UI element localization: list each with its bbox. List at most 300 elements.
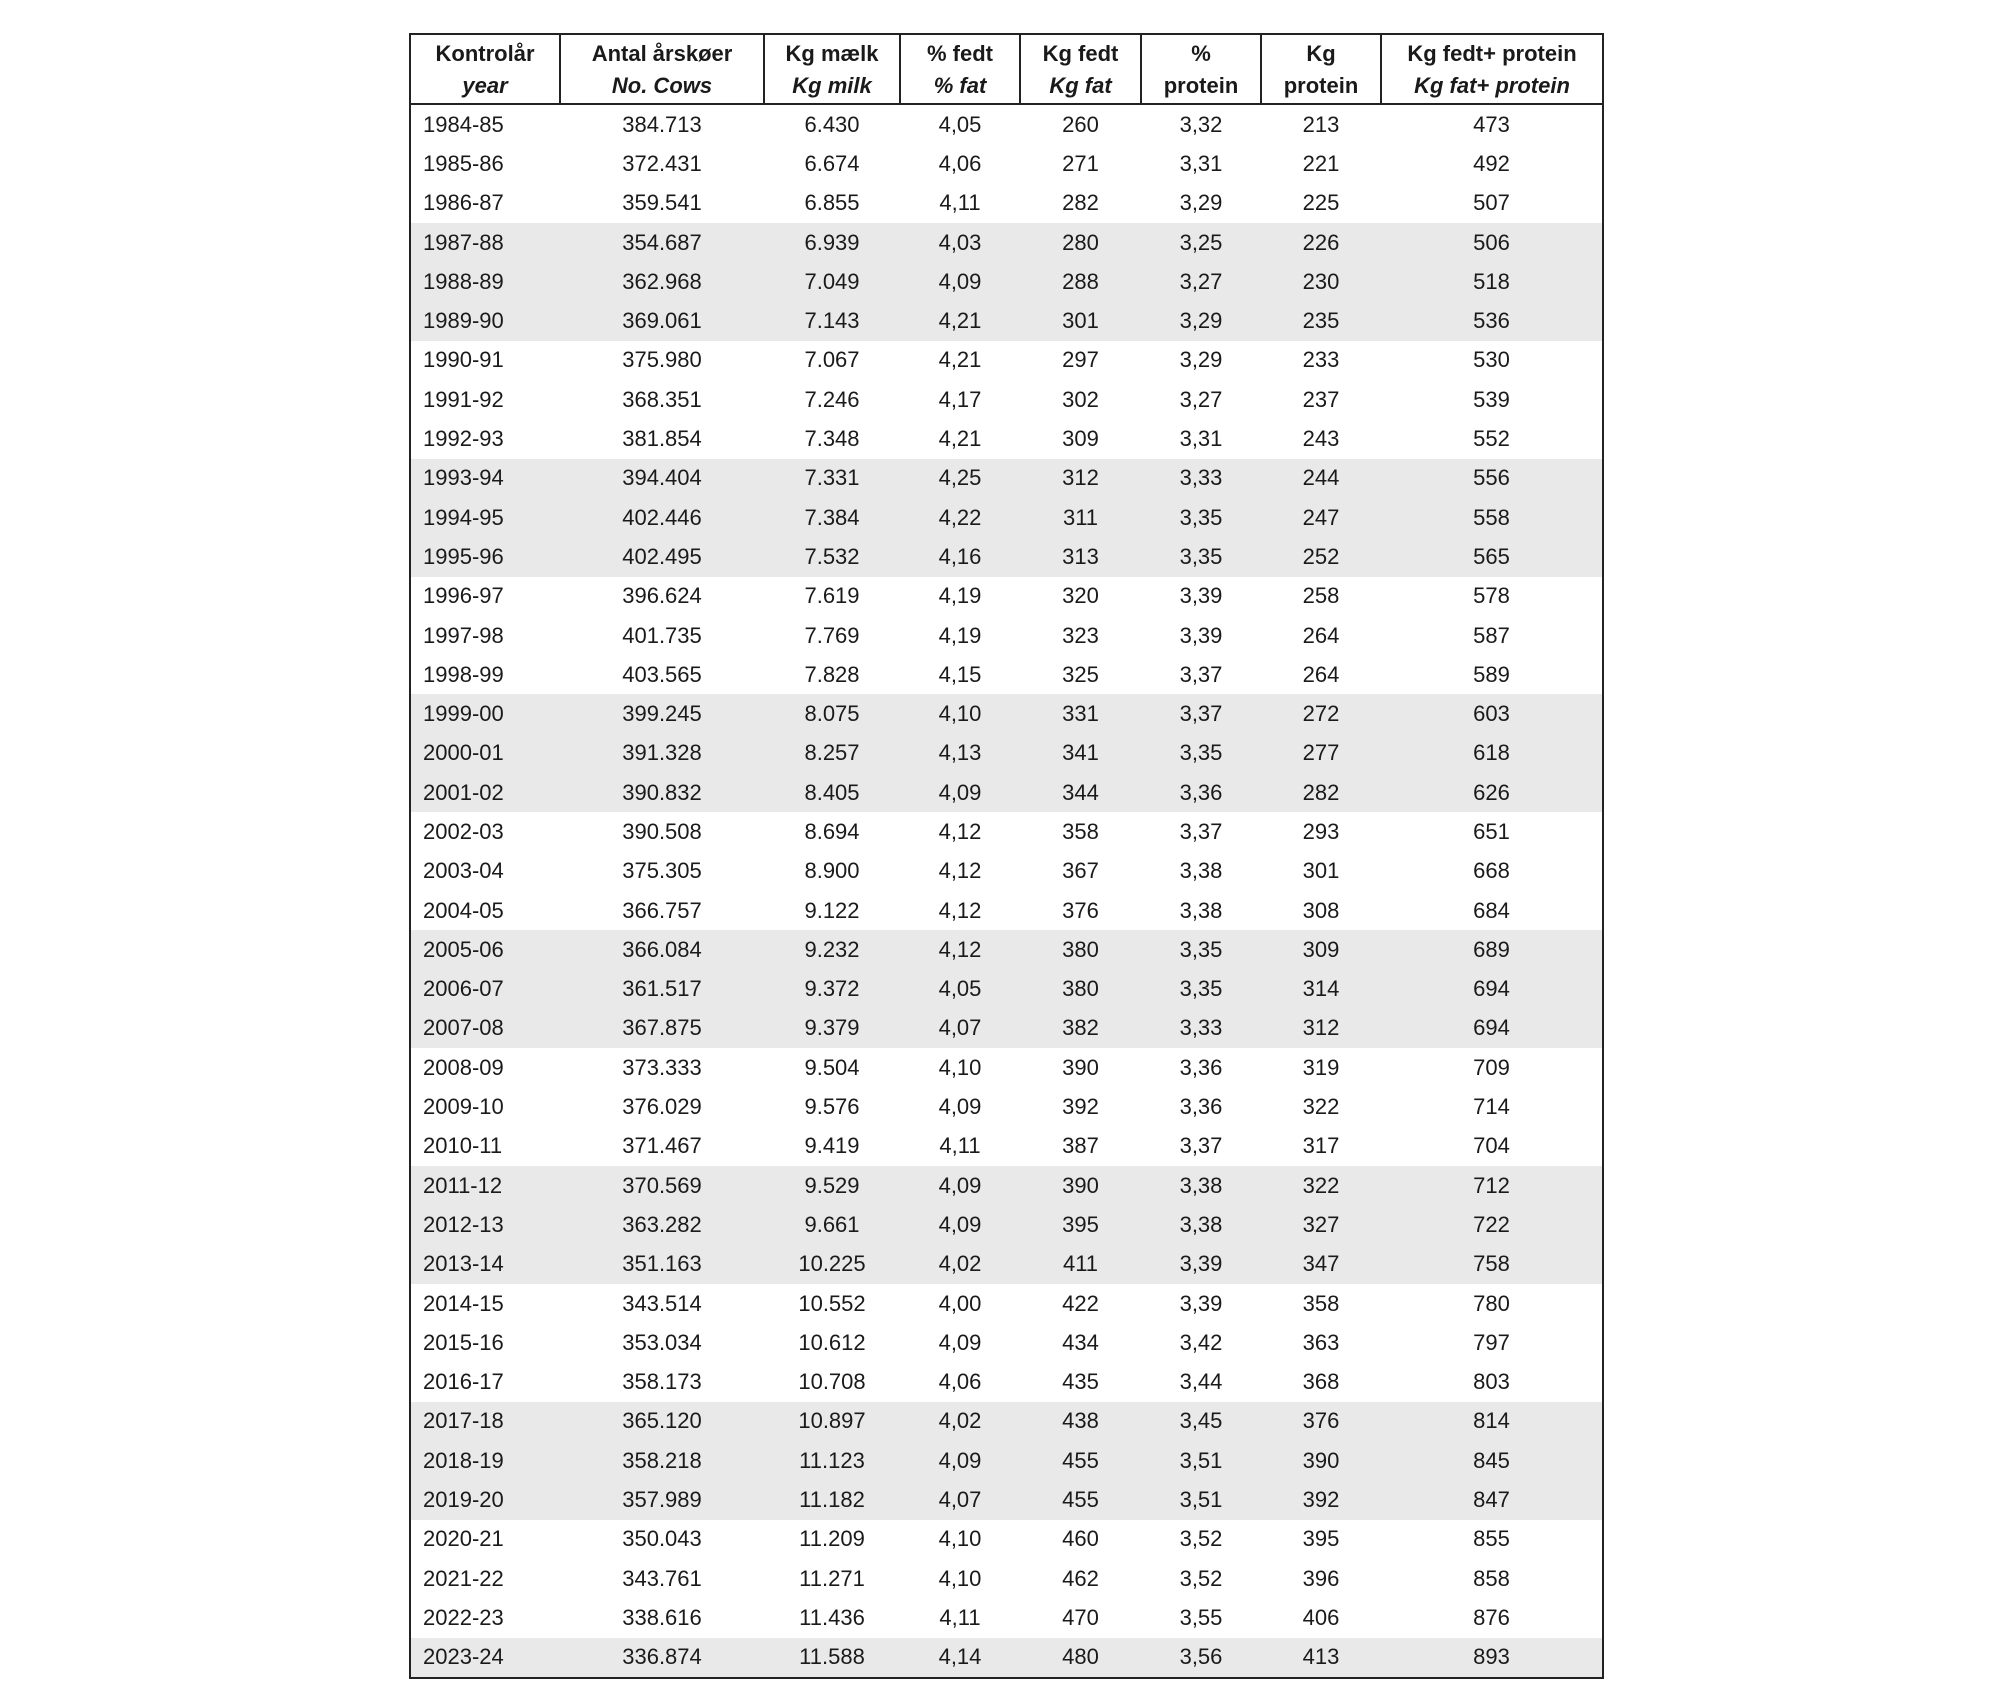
cell-protein-kg: 368 [1302, 1369, 1340, 1395]
header-fat-protein-kg: Kg fedt+ protein Kg fat+ protein [1381, 34, 1603, 104]
cell-protein-pct: 3,38 [1179, 858, 1223, 884]
cell-milk: 7.143 [764, 301, 900, 340]
table-row [410, 1245, 1603, 1284]
table-row [410, 341, 1603, 380]
cell-fat-pct: 4,15 [938, 661, 982, 687]
cell-fat-kg: 380 [1020, 930, 1141, 969]
cell-fat-pct: 4,12 [900, 930, 1020, 969]
cell-fat-pct: 4,10 [938, 1526, 982, 1552]
cell-protein-pct: 3,39 [1179, 622, 1223, 648]
cell-fat-protein-kg: 587 [1473, 622, 1510, 648]
cell-milk: 7.067 [804, 347, 860, 373]
cell-cows: 372.431 [622, 150, 702, 176]
cell-fat-kg: 260 [1062, 111, 1099, 137]
cell-fat-kg: 297 [1062, 347, 1099, 373]
cell-fat-kg: 271 [1062, 150, 1099, 176]
cell-year: 2011-12 [410, 1166, 560, 1205]
cell-cows: 369.061 [560, 301, 764, 340]
cell-protein-pct: 3,31 [1179, 426, 1223, 452]
cell-year: 2018-19 [410, 1441, 560, 1480]
cell-year: 2012-13 [410, 1205, 560, 1244]
cell-protein-kg: 272 [1261, 694, 1381, 733]
cell-cows: 371.467 [622, 1133, 702, 1159]
cell-milk: 7.246 [804, 386, 860, 412]
cell-fat-pct: 4,10 [938, 1565, 982, 1591]
cell-year: 1985-86 [423, 150, 504, 176]
cell-cows: 365.120 [560, 1402, 764, 1441]
cell-year: 2021-22 [423, 1565, 504, 1591]
header-fat-pct: % fedt % fat [900, 34, 1020, 104]
cell-protein-kg: 277 [1261, 734, 1381, 773]
cell-protein-pct: 3,25 [1141, 223, 1261, 262]
cell-milk: 9.232 [764, 930, 900, 969]
cell-year: 2005-06 [410, 930, 560, 969]
cell-year: 2000-01 [410, 734, 560, 773]
cell-year: 2006-07 [410, 970, 560, 1009]
cell-fat-pct: 4,09 [900, 1441, 1020, 1480]
cell-protein-kg: 395 [1302, 1526, 1340, 1552]
cell-cows: 390.832 [560, 773, 764, 812]
cell-fat-protein-kg: 709 [1473, 1054, 1510, 1080]
cell-year: 2014-15 [423, 1290, 504, 1316]
cell-fat-pct: 4,11 [939, 1604, 981, 1630]
cell-protein-kg: 225 [1302, 190, 1340, 216]
cell-year: 1990-91 [423, 347, 504, 373]
cell-fat-protein-kg: 814 [1381, 1402, 1603, 1441]
cell-fat-pct: 4,21 [938, 426, 982, 452]
cell-fat-kg: 313 [1020, 537, 1141, 576]
cell-cows: 403.565 [622, 661, 702, 687]
table-row [410, 498, 1603, 537]
cell-protein-kg: 308 [1302, 897, 1340, 923]
cell-fat-pct: 4,16 [900, 537, 1020, 576]
cell-cows: 375.305 [622, 858, 702, 884]
cell-year: 1988-89 [410, 262, 560, 301]
table-row [410, 577, 1603, 616]
cell-fat-protein-kg: 492 [1473, 150, 1510, 176]
cell-fat-protein-kg: 722 [1381, 1205, 1603, 1244]
cell-fat-kg: 331 [1020, 694, 1141, 733]
cell-fat-kg: 390 [1020, 1166, 1141, 1205]
cell-fat-kg: 462 [1062, 1565, 1099, 1591]
cell-protein-kg: 244 [1261, 459, 1381, 498]
table-row [410, 1205, 1603, 1244]
cell-protein-kg: 247 [1261, 498, 1381, 537]
cell-fat-kg: 438 [1020, 1402, 1141, 1441]
cell-protein-pct: 3,35 [1141, 970, 1261, 1009]
cell-year: 1996-97 [423, 583, 504, 609]
table-row [410, 930, 1603, 969]
cell-fat-protein-kg: 847 [1381, 1480, 1603, 1519]
cell-cows: 350.043 [622, 1526, 702, 1552]
table-row [410, 694, 1603, 733]
cell-fat-protein-kg: 694 [1381, 1009, 1603, 1048]
cell-year: 2016-17 [423, 1369, 504, 1395]
cell-year: 1986-87 [423, 190, 504, 216]
cell-milk: 9.576 [804, 1094, 860, 1120]
cell-protein-pct: 3,44 [1179, 1369, 1223, 1395]
cell-milk: 11.123 [764, 1441, 900, 1480]
table-row [410, 852, 1603, 891]
cell-fat-protein-kg: 845 [1381, 1441, 1603, 1480]
cell-protein-pct: 3,37 [1179, 818, 1223, 844]
cell-fat-protein-kg: 797 [1473, 1329, 1510, 1355]
cell-fat-kg: 325 [1062, 661, 1099, 687]
cell-fat-kg: 411 [1020, 1245, 1141, 1284]
cell-fat-protein-kg: 552 [1473, 426, 1510, 452]
table-row [410, 616, 1603, 655]
cell-cows: 338.616 [622, 1604, 702, 1630]
cell-milk: 11.182 [764, 1480, 900, 1519]
cell-fat-protein-kg: 530 [1473, 347, 1510, 373]
cell-protein-pct: 3,35 [1141, 930, 1261, 969]
cell-fat-protein-kg: 858 [1473, 1565, 1510, 1591]
cell-fat-protein-kg: 689 [1381, 930, 1603, 969]
cell-protein-pct: 3,33 [1141, 459, 1261, 498]
cell-fat-pct: 4,12 [938, 897, 982, 923]
table-row [410, 459, 1603, 498]
header-protein-kg: Kg protein [1261, 34, 1381, 104]
cell-cows: 376.029 [622, 1094, 702, 1120]
table-row [410, 262, 1603, 301]
cell-milk: 9.379 [764, 1009, 900, 1048]
cell-protein-pct: 3,29 [1179, 190, 1223, 216]
cell-milk: 6.855 [804, 190, 860, 216]
cell-fat-kg: 390 [1062, 1054, 1099, 1080]
cell-protein-pct: 3,35 [1141, 537, 1261, 576]
cell-protein-kg: 312 [1261, 1009, 1381, 1048]
cell-fat-pct: 4,02 [900, 1402, 1020, 1441]
cell-protein-pct: 3,56 [1141, 1638, 1261, 1678]
cell-milk: 7.769 [804, 622, 860, 648]
cell-protein-kg: 258 [1302, 583, 1340, 609]
cell-cows: 366.084 [560, 930, 764, 969]
cell-fat-pct: 4,09 [938, 1329, 982, 1355]
cell-protein-kg: 293 [1302, 818, 1340, 844]
table-row [410, 812, 1603, 851]
cell-fat-protein-kg: 694 [1381, 970, 1603, 1009]
cell-fat-pct: 4,25 [900, 459, 1020, 498]
cell-cows: 394.404 [560, 459, 764, 498]
cell-fat-kg: 382 [1020, 1009, 1141, 1048]
table-row [410, 301, 1603, 340]
cell-fat-kg: 434 [1062, 1329, 1099, 1355]
cell-milk: 9.661 [764, 1205, 900, 1244]
cell-cows: 363.282 [560, 1205, 764, 1244]
cell-year: 2008-09 [423, 1054, 504, 1080]
cell-fat-protein-kg: 684 [1473, 897, 1510, 923]
table-row [410, 1363, 1603, 1402]
cell-protein-pct: 3,36 [1179, 1094, 1223, 1120]
cell-protein-kg: 213 [1302, 111, 1340, 137]
cell-year: 1997-98 [423, 622, 504, 648]
cell-cows: 343.761 [622, 1565, 702, 1591]
cell-fat-protein-kg: 704 [1473, 1133, 1510, 1159]
cell-year: 2017-18 [410, 1402, 560, 1441]
cell-fat-kg: 395 [1020, 1205, 1141, 1244]
cell-fat-protein-kg: 536 [1381, 301, 1603, 340]
cell-protein-kg: 322 [1261, 1166, 1381, 1205]
cell-fat-kg: 344 [1020, 773, 1141, 812]
cell-protein-pct: 3,29 [1141, 301, 1261, 340]
cell-cows: 367.875 [560, 1009, 764, 1048]
cell-year: 1991-92 [423, 386, 504, 412]
cell-fat-protein-kg: 626 [1381, 773, 1603, 812]
cell-milk: 9.529 [764, 1166, 900, 1205]
cell-fat-pct: 4,10 [900, 694, 1020, 733]
cell-milk: 8.257 [764, 734, 900, 773]
cell-protein-kg: 252 [1261, 537, 1381, 576]
cell-protein-kg: 376 [1261, 1402, 1381, 1441]
table-row [410, 1048, 1603, 1087]
cell-milk: 7.348 [804, 426, 860, 452]
table-row [410, 1638, 1603, 1678]
cell-fat-protein-kg: 668 [1473, 858, 1510, 884]
cell-cows: 343.514 [622, 1290, 702, 1316]
cell-cows: 359.541 [622, 190, 702, 216]
cell-fat-pct: 4,17 [938, 386, 982, 412]
cell-fat-pct: 4,07 [900, 1480, 1020, 1519]
cell-milk: 10.552 [798, 1290, 866, 1316]
cell-milk: 11.271 [799, 1565, 865, 1591]
cell-fat-pct: 4,09 [900, 1205, 1020, 1244]
milk-yield-table [409, 33, 1604, 1679]
cell-fat-pct: 4,12 [938, 818, 982, 844]
table-row [410, 1323, 1603, 1362]
cell-fat-protein-kg: 518 [1381, 262, 1603, 301]
cell-year: 2019-20 [410, 1480, 560, 1519]
cell-protein-pct: 3,37 [1179, 661, 1223, 687]
cell-protein-kg: 317 [1302, 1133, 1340, 1159]
cell-protein-pct: 3,42 [1179, 1329, 1223, 1355]
cell-fat-kg: 480 [1020, 1638, 1141, 1678]
cell-protein-kg: 390 [1261, 1441, 1381, 1480]
cell-cows: 396.624 [622, 583, 702, 609]
cell-protein-kg: 319 [1302, 1054, 1340, 1080]
cell-fat-pct: 4,11 [939, 190, 981, 216]
cell-milk: 8.405 [764, 773, 900, 812]
cell-year: 1987-88 [410, 223, 560, 262]
cell-protein-kg: 396 [1302, 1565, 1340, 1591]
cell-fat-pct: 4,22 [900, 498, 1020, 537]
cell-year: 1993-94 [410, 459, 560, 498]
cell-milk: 8.694 [804, 818, 860, 844]
cell-fat-protein-kg: 758 [1381, 1245, 1603, 1284]
cell-milk: 9.372 [764, 970, 900, 1009]
cell-milk: 9.122 [804, 897, 860, 923]
cell-year: 1989-90 [410, 301, 560, 340]
cell-protein-pct: 3,51 [1141, 1441, 1261, 1480]
cell-protein-kg: 406 [1302, 1604, 1340, 1630]
cell-protein-kg: 243 [1302, 426, 1340, 452]
cell-milk: 7.049 [764, 262, 900, 301]
header-year: Kontrolår year [410, 34, 560, 104]
cell-protein-kg: 235 [1261, 301, 1381, 340]
cell-cows: 351.163 [560, 1245, 764, 1284]
cell-fat-kg: 380 [1020, 970, 1141, 1009]
cell-protein-kg: 363 [1302, 1329, 1340, 1355]
cell-cows: 390.508 [622, 818, 702, 844]
cell-year: 1995-96 [410, 537, 560, 576]
cell-cows: 370.569 [560, 1166, 764, 1205]
table-row [410, 891, 1603, 930]
cell-milk: 11.436 [799, 1604, 865, 1630]
cell-fat-protein-kg: 855 [1473, 1526, 1510, 1552]
cell-milk: 11.209 [799, 1526, 865, 1552]
cell-protein-pct: 3,38 [1179, 897, 1223, 923]
cell-milk: 11.588 [764, 1638, 900, 1678]
cell-fat-protein-kg: 651 [1473, 818, 1510, 844]
cell-year: 1999-00 [410, 694, 560, 733]
cell-fat-pct: 4,11 [939, 1133, 981, 1159]
cell-milk: 10.897 [764, 1402, 900, 1441]
table-row [410, 1284, 1603, 1323]
cell-year: 2020-21 [423, 1526, 504, 1552]
table-row [410, 1087, 1603, 1126]
cell-year: 2002-03 [423, 818, 504, 844]
table-header-row [410, 34, 1603, 104]
cell-year: 1984-85 [423, 111, 504, 137]
cell-cows: 336.874 [560, 1638, 764, 1678]
cell-milk: 7.619 [804, 583, 860, 609]
table-row [410, 1441, 1603, 1480]
cell-fat-kg: 280 [1020, 223, 1141, 262]
cell-fat-pct: 4,21 [900, 301, 1020, 340]
cell-protein-pct: 3,32 [1179, 111, 1223, 137]
cell-fat-kg: 320 [1062, 583, 1099, 609]
cell-year: 2004-05 [423, 897, 504, 923]
cell-milk: 9.504 [804, 1054, 860, 1080]
cell-year: 2010-11 [423, 1133, 503, 1159]
cell-protein-pct: 3,37 [1141, 694, 1261, 733]
header-fat-kg: Kg fedt Kg fat [1020, 34, 1141, 104]
cell-protein-kg: 226 [1261, 223, 1381, 262]
cell-protein-kg: 314 [1261, 970, 1381, 1009]
cell-milk: 6.939 [764, 223, 900, 262]
cell-fat-pct: 4,14 [900, 1638, 1020, 1678]
cell-fat-protein-kg: 507 [1473, 190, 1510, 216]
cell-cows: 391.328 [560, 734, 764, 773]
cell-protein-pct: 3,39 [1141, 1245, 1261, 1284]
cell-milk: 7.331 [764, 459, 900, 498]
table-body [410, 104, 1603, 1678]
cell-protein-pct: 3,36 [1179, 1054, 1223, 1080]
cell-fat-protein-kg: 893 [1381, 1638, 1603, 1678]
table-row [410, 419, 1603, 458]
cell-fat-kg: 288 [1020, 262, 1141, 301]
cell-fat-protein-kg: 539 [1473, 386, 1510, 412]
cell-protein-pct: 3,52 [1179, 1565, 1223, 1591]
cell-protein-kg: 264 [1302, 622, 1340, 648]
cell-fat-protein-kg: 603 [1381, 694, 1603, 733]
cell-year: 2003-04 [423, 858, 504, 884]
cell-milk: 10.225 [764, 1245, 900, 1284]
cell-fat-kg: 301 [1020, 301, 1141, 340]
cell-fat-kg: 358 [1062, 818, 1099, 844]
cell-cows: 381.854 [622, 426, 702, 452]
cell-fat-kg: 309 [1062, 426, 1099, 452]
cell-protein-kg: 358 [1302, 1290, 1340, 1316]
cell-fat-protein-kg: 473 [1473, 111, 1510, 137]
cell-cows: 384.713 [622, 111, 702, 137]
cell-year: 2023-24 [410, 1638, 560, 1678]
cell-protein-kg: 413 [1261, 1638, 1381, 1678]
cell-fat-kg: 311 [1020, 498, 1141, 537]
cell-fat-kg: 387 [1062, 1133, 1099, 1159]
cell-fat-kg: 376 [1062, 897, 1099, 923]
cell-fat-kg: 312 [1020, 459, 1141, 498]
table-row [410, 1559, 1603, 1598]
cell-fat-kg: 470 [1062, 1604, 1099, 1630]
table-row [410, 970, 1603, 1009]
cell-protein-kg: 327 [1261, 1205, 1381, 1244]
table-row [410, 773, 1603, 812]
table-row [410, 104, 1603, 144]
cell-milk: 8.075 [764, 694, 900, 733]
cell-fat-pct: 4,05 [938, 111, 982, 137]
cell-fat-protein-kg: 565 [1381, 537, 1603, 576]
cell-protein-pct: 3,33 [1141, 1009, 1261, 1048]
cell-protein-pct: 3,35 [1141, 734, 1261, 773]
cell-fat-pct: 4,00 [938, 1290, 982, 1316]
cell-fat-protein-kg: 876 [1473, 1604, 1510, 1630]
cell-fat-protein-kg: 714 [1473, 1094, 1510, 1120]
cell-protein-kg: 309 [1261, 930, 1381, 969]
cell-protein-pct: 3,51 [1141, 1480, 1261, 1519]
cell-protein-pct: 3,27 [1141, 262, 1261, 301]
cell-fat-protein-kg: 558 [1381, 498, 1603, 537]
cell-fat-pct: 4,05 [900, 970, 1020, 1009]
cell-fat-protein-kg: 556 [1381, 459, 1603, 498]
cell-protein-kg: 233 [1302, 347, 1340, 373]
table-row [410, 537, 1603, 576]
cell-cows: 366.757 [622, 897, 702, 923]
cell-fat-protein-kg: 589 [1473, 661, 1510, 687]
cell-fat-kg: 422 [1062, 1290, 1099, 1316]
cell-protein-kg: 347 [1261, 1245, 1381, 1284]
cell-fat-pct: 4,06 [938, 150, 982, 176]
cell-fat-protein-kg: 618 [1381, 734, 1603, 773]
cell-fat-kg: 341 [1020, 734, 1141, 773]
cell-fat-kg: 460 [1062, 1526, 1099, 1552]
cell-cows: 357.989 [560, 1480, 764, 1519]
cell-protein-pct: 3,31 [1179, 150, 1223, 176]
header-cows: Antal årskøer No. Cows [560, 34, 764, 104]
cell-fat-pct: 4,06 [938, 1369, 982, 1395]
table-row [410, 734, 1603, 773]
cell-fat-pct: 4,13 [900, 734, 1020, 773]
cell-year: 2007-08 [410, 1009, 560, 1048]
cell-fat-protein-kg: 803 [1473, 1369, 1510, 1395]
cell-protein-pct: 3,45 [1141, 1402, 1261, 1441]
cell-cows: 361.517 [560, 970, 764, 1009]
cell-fat-pct: 4,10 [938, 1054, 982, 1080]
cell-protein-kg: 221 [1302, 150, 1340, 176]
cell-protein-kg: 237 [1302, 386, 1340, 412]
table-row [410, 380, 1603, 419]
cell-protein-pct: 3,39 [1179, 583, 1223, 609]
cell-fat-kg: 392 [1062, 1094, 1099, 1120]
cell-cows: 401.735 [622, 622, 702, 648]
table-row [410, 655, 1603, 694]
cell-fat-kg: 455 [1020, 1441, 1141, 1480]
cell-milk: 10.612 [798, 1329, 866, 1355]
header-protein-pct: % protein [1141, 34, 1261, 104]
cell-year: 1994-95 [410, 498, 560, 537]
cell-protein-kg: 392 [1261, 1480, 1381, 1519]
table-row [410, 223, 1603, 262]
cell-milk: 6.430 [804, 111, 860, 137]
